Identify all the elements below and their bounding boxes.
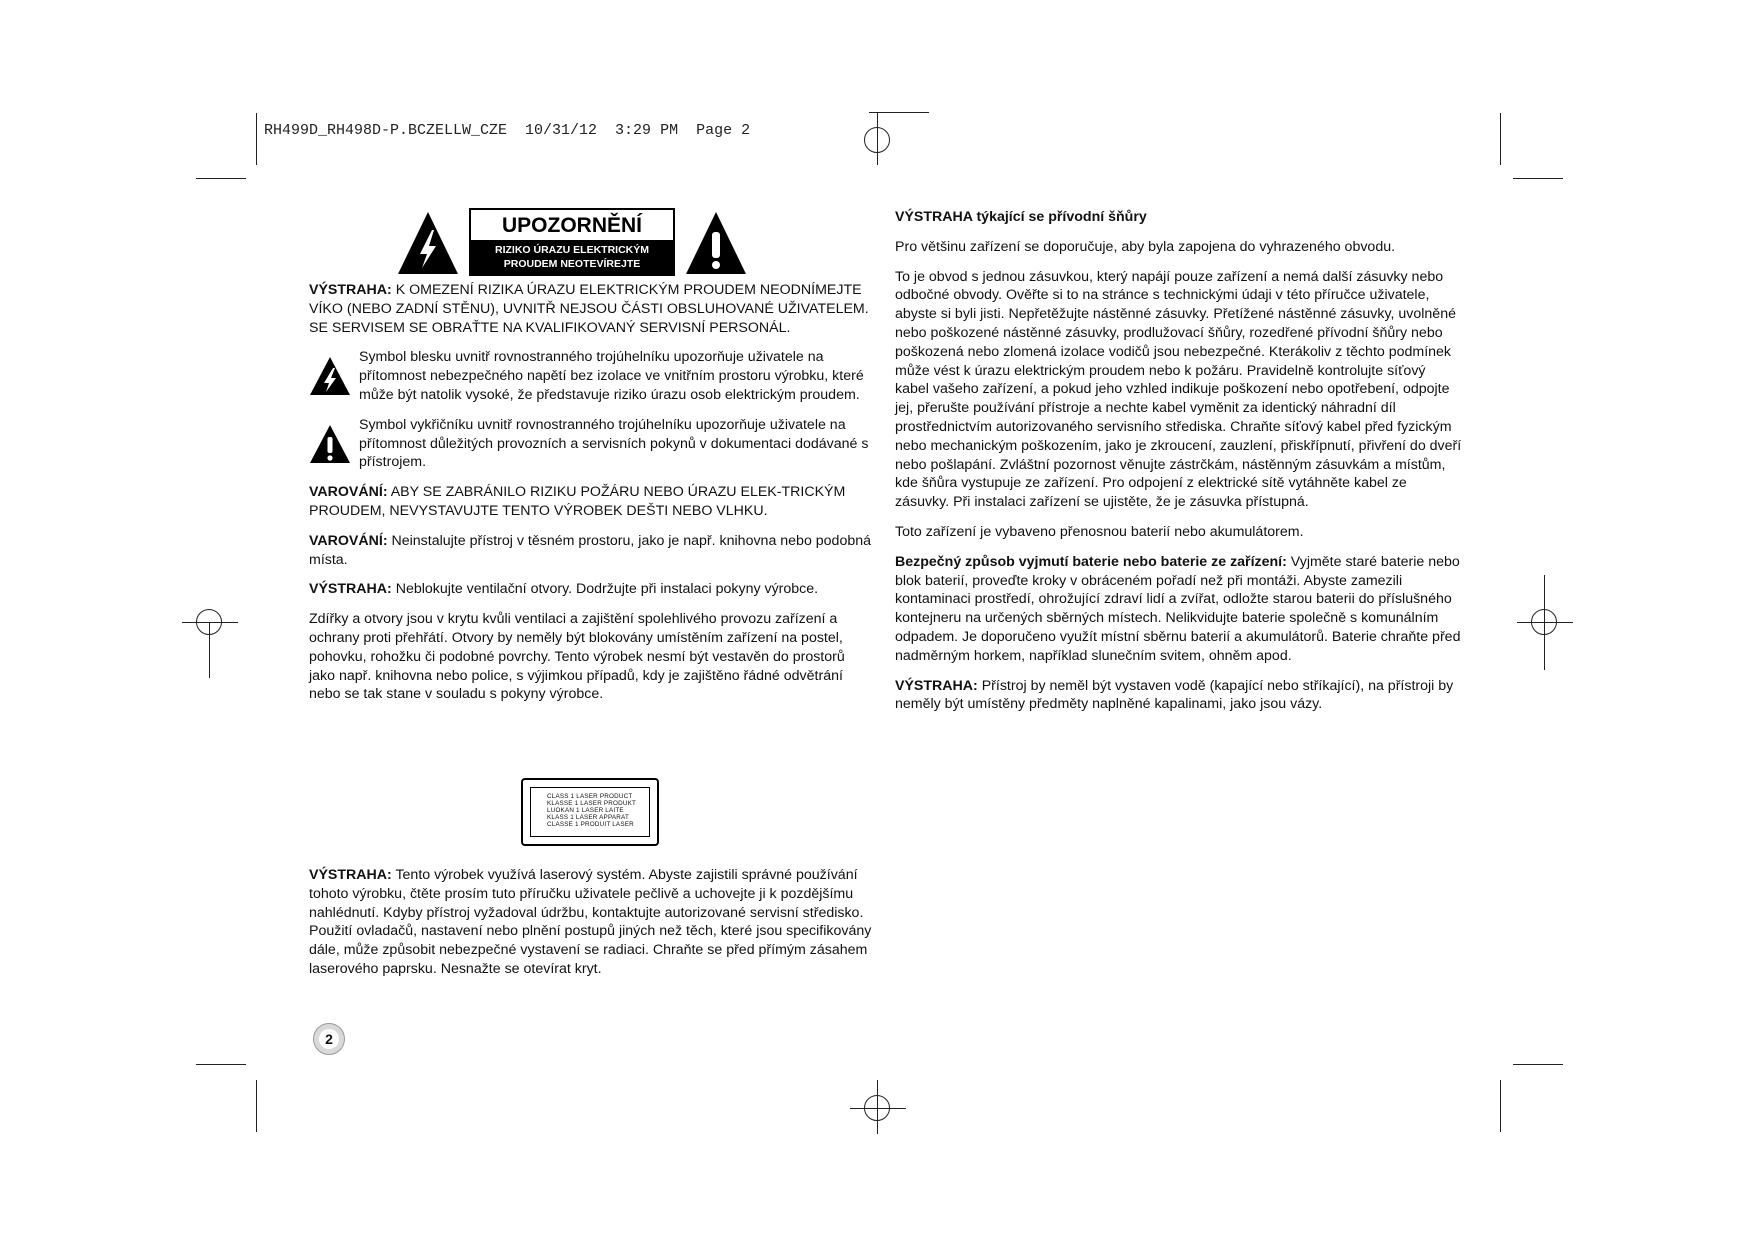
crop-mark <box>196 178 246 179</box>
lightning-triangle-icon <box>396 210 460 276</box>
registration-circle <box>196 609 222 635</box>
warning-paragraph: VAROVÁNÍ: ABY SE ZABRÁNILO RIZIKU POŽÁRU NEBO ÚRAZU ELEK-TRICKÝM PROUDEM, NEVYSTAVUJTE TENTO VÝROBEK DEŠTI NEBO VLHKU. <box>309 484 846 519</box>
caution-label <box>469 208 675 276</box>
registration-circle <box>864 127 890 153</box>
page-number-badge <box>313 1023 345 1055</box>
left-column <box>309 281 872 715</box>
right-column <box>895 208 1462 725</box>
crop-mark <box>1513 1064 1563 1065</box>
crop-mark <box>1500 1080 1501 1132</box>
warning-paragraph: VAROVÁNÍ: Neinstalujte přístroj v těsném prostoru, jako je např. knihovna nebo podobná místa. <box>309 532 872 568</box>
warning-paragraph: VÝSTRAHA: Přístroj by neměl být vystaven vodě (kapající nebo stříkající), na přístroji by neměly být umístěny předměty naplněné kapalinami, jako jsou vázy. <box>895 677 1454 713</box>
crop-mark <box>196 1064 246 1065</box>
warning-paragraph: VÝSTRAHA: Neblokujte ventilační otvory. Dodržujte při instalaci pokyny výrobce. <box>309 581 819 598</box>
registration-circle <box>1531 609 1557 635</box>
print-slug: RH499D_RH498D-P.BCZELLW_CZE 10/31/12 3:29 PM Page 2 <box>264 122 751 139</box>
crop-mark <box>256 113 257 165</box>
exclamation-triangle-icon <box>684 210 748 276</box>
body-paragraph: Pro většinu zařízení se doporučuje, aby byla zapojena do vyhrazeného obvodu. <box>895 238 1396 255</box>
caution-subtitle: RIZIKO ÚRAZU ELEKTRICKÝM PROUDEM NEOTEVÍREJTE <box>471 240 673 274</box>
warning-paragraph: VÝSTRAHA: Tento výrobek využívá laserový systém. Abyste zajistili správné používání tohoto výrobku, čtěte prosím tuto příručku uživatele pečlivě a uchovejte ji k pozdějšímu nahlédnutí. Kdyby přístroj vyžadoval údržbu, kontaktujte autorizované servisní středisko. Použití ovladačů, nastavení nebo plnění postupů jiných než těch, které jsou specifikovány dále, může způsobit nebezpečné vystavení se radiaci. Chraňte se před přímým zásahem laserového paprsku. Nesnažte se otevírat kryt. <box>309 867 872 977</box>
section-heading: VÝSTRAHA týkající se přívodní šňůry <box>895 209 1147 225</box>
registration-circle <box>864 1095 890 1121</box>
caution-title: UPOZORNĚNÍ <box>471 210 673 242</box>
warning-paragraph: VÝSTRAHA: K OMEZENÍ RIZIKA ÚRAZU ELEKTRICKÝM PROUDEM NEODNÍMEJTE VÍKO (NEBO ZADNÍ STĚNU), UVNITŘ NEJSOU ČÁSTI OBSLUHOVANÉ UŽIVATELEM. SE SERVISEM SE OBRAŤTE NA KVALIFIKOVANÝ SERVISNÍ PERSONÁL. <box>309 282 869 336</box>
laser-warning <box>309 866 872 990</box>
crop-mark <box>1513 178 1563 179</box>
body-paragraph: Zdířky a otvory jsou v krytu kvůli ventilaci a zajištění spolehlivého provozu zařízení a ochrany proti přehřátí. Otvory by neměly být blokovány umístěním zařízení na postel, pohovku, rohožku či podobné povrchy. Tento výrobek nesmí být vestavěn do prostorů jako např. knihovna nebo police, s výjimkou případů, kdy je zajištěno řádné odvětrání nebo se tak stane v souladu s pokyny výrobce. <box>309 611 845 703</box>
body-paragraph: Toto zařízení je vybaveno přenosnou baterií nebo akumulátorem. <box>895 523 1304 540</box>
lightning-symbol-note: Symbol blesku uvnitř rovnostranného trojúhelníku upozorňuje uživatele na přítomnost nebezpečného napětí bez izolace ve vnitřním prostoru výrobku, které může být natolik vysoké, že představuje riziko úrazu osob elektrickým proudem. <box>309 348 872 404</box>
body-paragraph: To je obvod s jednou zásuvkou, který napájí pouze zařízení a nemá další zásuvky nebo odbočné obvody. Ověřte si to na stránce s technickými údaji v této příručce uživatele, abyste si byli jisti. Nepřetěžujte nástěnné zásuvky. Přetížené nástěnné zásuvky, uvolněné nebo poškozené nástěnné zásuvky, prodlužovací šňůry, rozedřené přívodní šňůry nebo poškozená nebo zlomená izolace vodičů jsou nebezpečné. Kterákoliv z těchto podmínek může vést k úrazu elektrickým proudem nebo k požáru. Pravidelně kontrolujte síťový kabel vašeho zařízení, a pokud jeho vzhled indikuje poškození nebo opotřebení, odpojte jej, přerušte používání přístroje a nechte kabel vyměnit za identický náhradní díl prostřednictvím autorizovaného servisního střediska. Chraňte síťový kabel před fyzickým nebo mechanickým poškozením, jako je zkroucení, zauzlení, přiskřípnutí, přivření do dveří nebo pošlapání. Zvláštní pozornost věnujte zástrčkám, nástěnným zásuvkám a místům, kde šňůra vystupuje ze zařízení. Pro odpojení z elektrické sítě vytáhněte kabel ze zásuvky. Při instalaci zařízení se ujistěte, že je zásuvka přístupná. <box>895 268 1462 511</box>
crop-mark <box>1500 113 1501 165</box>
laser-product-label: CLASS 1 LASER PRODUCT KLASSE 1 LASER PRODUKT LUOKAN 1 LASER LAITE KLASS 1 LASER APPARAT CLASSE 1 PRODUIT LASER <box>521 778 659 846</box>
exclamation-triangle-icon <box>309 424 351 464</box>
lightning-triangle-icon <box>309 356 351 396</box>
battery-paragraph: Bezpečný způsob vyjmutí baterie nebo baterie ze zařízení: Vyjměte staré baterie nebo blok baterií, proveďte kroky v obráceném pořadí než při montáži. Abyste zamezili kontaminaci prostředí, ohrožující zdraví lidí a zvířat, odložte starou baterii do příslušného kontejneru na určených sběrných místech. Nelikvidujte baterie společně s komunálním odpadem. Je doporučeno využít místní sběrnu baterií a akumulátorů. Baterie chraňte před nadměrným horkem, například slunečním svitem, ohněm apod. <box>895 553 1461 664</box>
page-number: 2 <box>319 1029 339 1049</box>
crop-mark <box>256 1080 257 1132</box>
exclamation-symbol-note: Symbol vykřičníku uvnitř rovnostranného trojúhelníku upozorňuje uživatele na přítomnost důležitých provozních a servisních pokynů v dokumentaci dodávané s přístrojem. <box>309 416 872 472</box>
